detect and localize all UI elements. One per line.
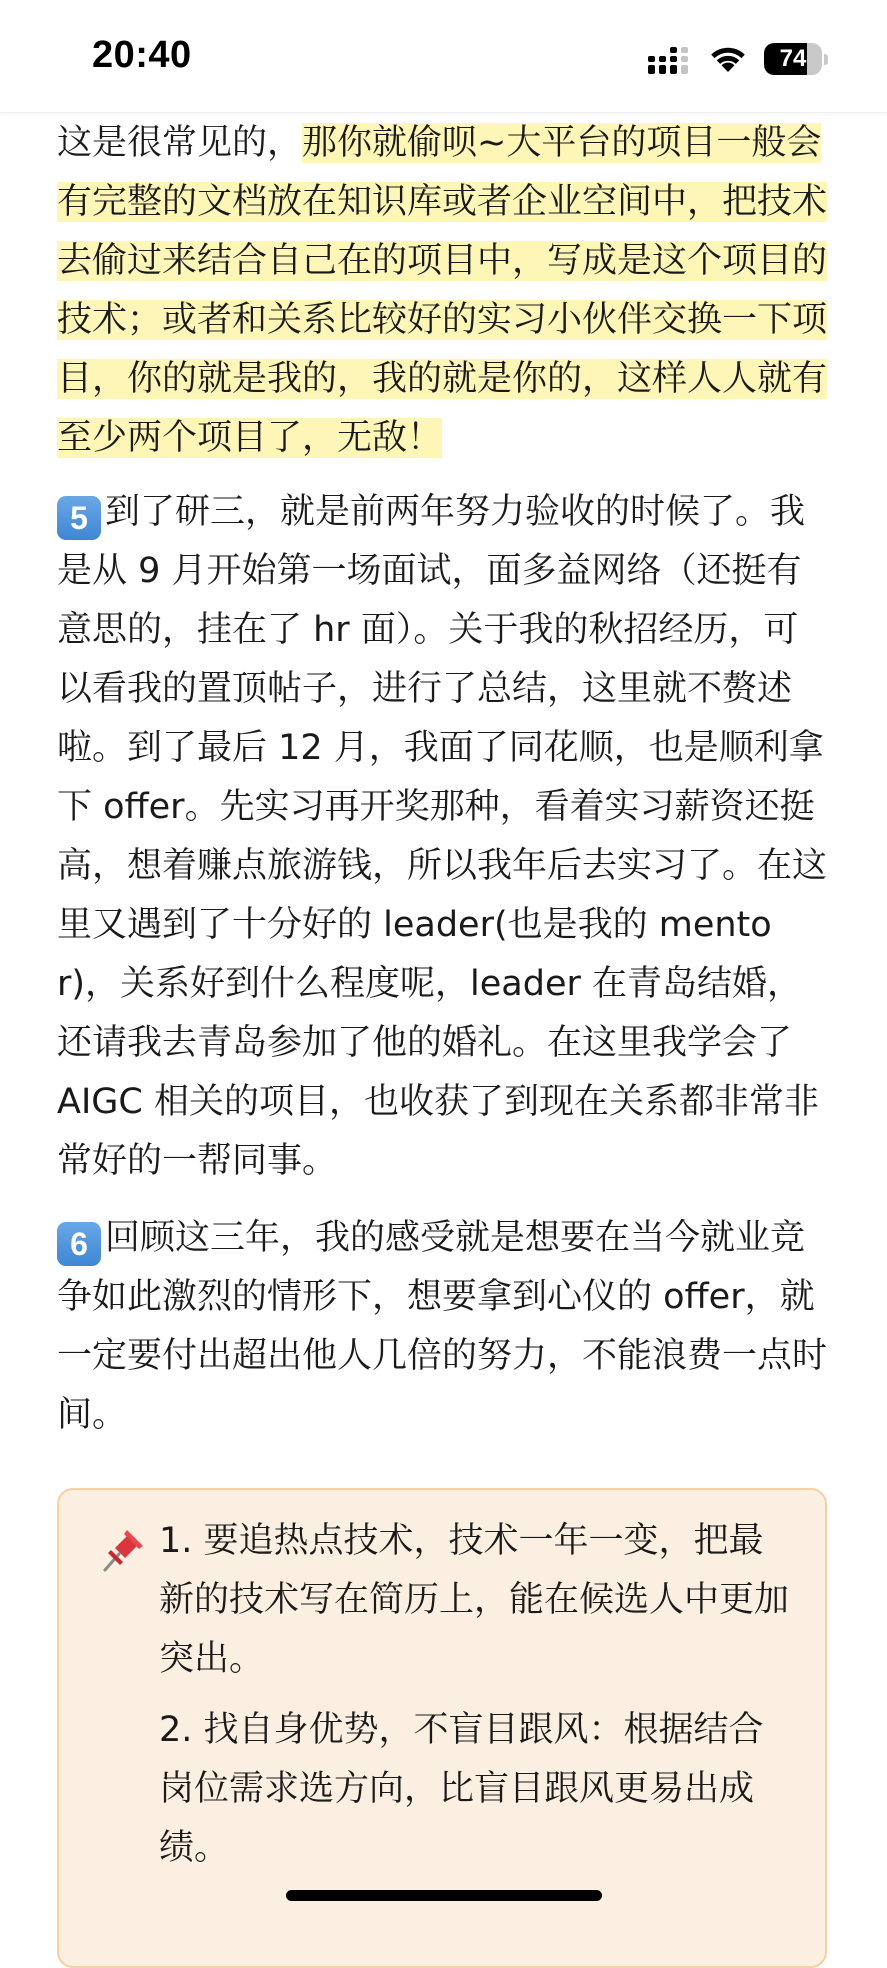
pushpin-icon (99, 1526, 147, 1574)
status-time: 20:40 (92, 34, 192, 76)
paragraph-text: 到了研三，就是前两年努力验收的时候了。我是从 9 月开始第一场面试，面多益网络（还挺有意思的，挂在了 hr 面）。关于我的秋招经历，可以看我的置顶帖子，进行了总结，这里就不赘述啦。到了最后 12 月，我面了同花顺，也是顺利拿下 offer。先实习再开奖那种，看着实习薪资还挺高，想着赚点旅游钱，所以我年后去实习了。在这里又遇到了十分好的 leader(也是我的 mentor)，关系好到什么程度呢，leader 在青岛结婚，还请我去青岛参加了他的婚礼。在这里我学会了 AIGC 相关的项目，也收获了到现在关系都非常非常好的一帮同事。 (57, 492, 828, 1181)
home-indicator[interactable] (286, 1890, 602, 1901)
callout-item: 2. 找自身优势，不盲目跟风：根据结合岗位需求选方向，比盲目跟风更易出成绩。 (159, 1710, 764, 1868)
paragraph-year-three (57, 483, 827, 1191)
number-6-badge-icon: 6 (57, 1222, 101, 1266)
number-5-badge-icon: 5 (57, 496, 101, 540)
wifi-icon (708, 42, 748, 74)
battery-icon (764, 43, 828, 75)
paragraph-highlight (57, 114, 827, 468)
callout-body (159, 1512, 789, 1878)
article-content (57, 112, 827, 1445)
paragraph-plain-text: 这是很常见的， (57, 123, 303, 163)
paragraph-text: 回顾这三年，我的感受就是想要在当今就业竞争如此激烈的情形下，想要拿到心仪的 offer，就一定要付出超出他人几倍的努力，不能浪费一点时间。 (57, 1218, 828, 1435)
status-bar (0, 0, 887, 113)
highlighted-text: 那你就偷呗~大平台的项目一般会有完整的文档放在知识库或者企业空间中，把技术去偷过来结合自己在的项目中，写成是这个项目的技术；或者和关系比较好的实习小伙伴交换一下项目，你的就是我的，我的就是你的，这样人人就有至少两个项目了，无敌！ (57, 123, 828, 458)
battery-body (764, 43, 822, 75)
battery-percent: 74 (779, 45, 807, 72)
signal-icon (648, 46, 690, 74)
paragraph-review (57, 1209, 827, 1445)
callout-item: 1. 要追热点技术，技术一年一变，把最新的技术写在简历上，能在候选人中更加突出。 (159, 1521, 790, 1679)
battery-cap (824, 54, 828, 65)
